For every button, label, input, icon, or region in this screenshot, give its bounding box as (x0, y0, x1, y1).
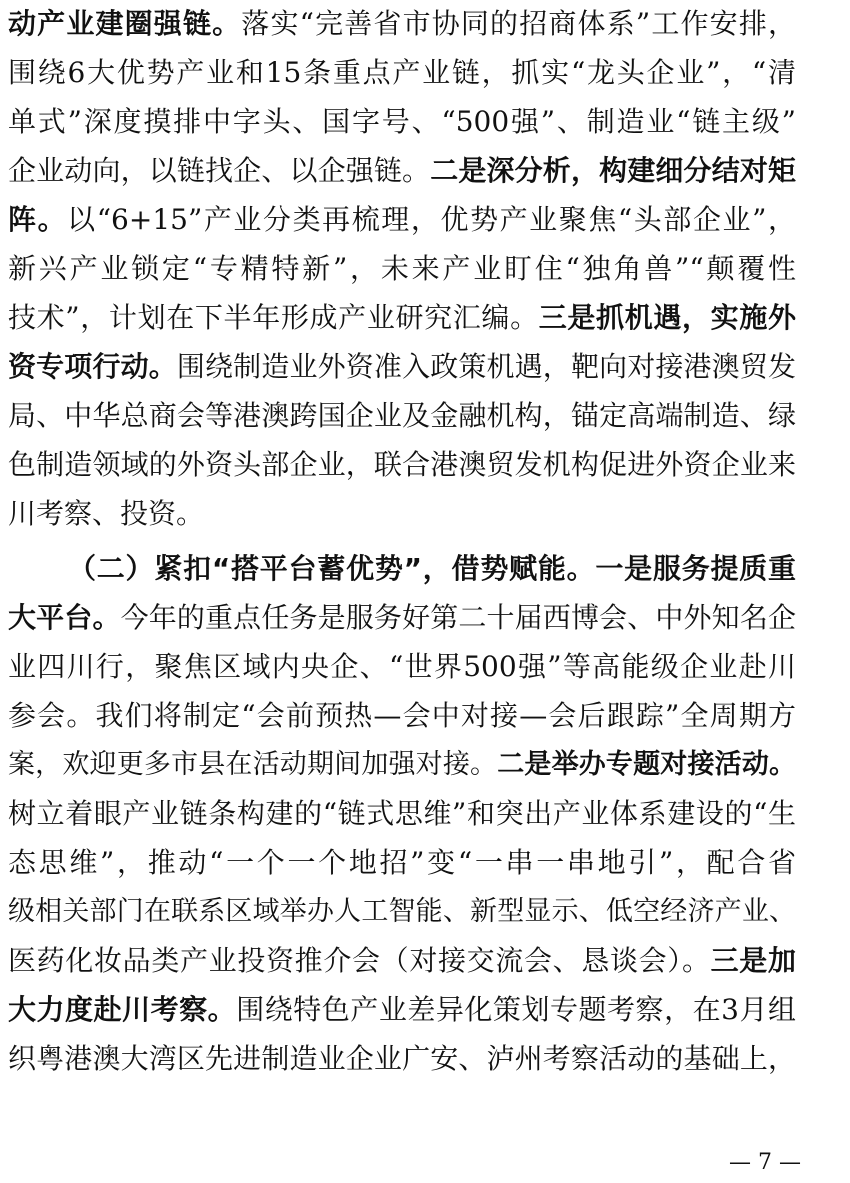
text-line-16 (8, 741, 796, 789)
text-line-14 (8, 643, 796, 691)
text-run: 医药化妆品类产业投资推介会（对接交流会、恳谈会）。 (8, 944, 711, 977)
text-run: 今年的重点任务是服务好第二十届西博会、中外知名企 (120, 601, 796, 634)
bold-phrase: 大平台。 (8, 601, 121, 634)
text-run: 色制造领域的外资头部企业，联合港澳贸发机构促进外资企业来 (8, 448, 796, 481)
text-run: 以“6+15”产业分类再梳理，优势产业聚焦“头部企业”， (67, 203, 796, 236)
text-line-6 (8, 245, 796, 293)
bold-phrase: 动产业建圈强链。 (8, 7, 242, 40)
section-heading: （二）紧扣“搭平台蓄优势”，借势赋能。一是服务提质重 (68, 552, 796, 585)
text-line-13 (8, 594, 796, 642)
bold-phrase: 资专项行动。 (8, 350, 177, 383)
text-run: 态思维”，推动“一个一个地招”变“一串一串地引”，配合省 (8, 846, 796, 879)
text-run: 落实“完善省市协同的招商体系”工作安排， (241, 7, 796, 40)
bold-phrase: 大力度赴川考察。 (8, 993, 237, 1026)
bold-phrase: 二是深分析，构建细分结对矩 (430, 154, 796, 187)
text-run: 川考察、投资。 (8, 497, 205, 530)
text-line-15 (8, 692, 796, 740)
text-run: 技术”，计划在下半年形成产业研究汇编。 (8, 301, 539, 334)
text-run: 围绕6大优势产业和15条重点产业链，抓实“龙头企业”，“清 (8, 56, 796, 89)
text-line-1 (8, 0, 796, 48)
text-run: 企业动向，以链找企、以企强链。 (8, 154, 431, 187)
text-run: 树立着眼产业链条构建的“链式思维”和突出产业体系建设的“生 (8, 797, 796, 830)
text-line-17 (8, 790, 796, 838)
text-run: 单式”深度摸排中字头、国字号、“500强”、制造业“链主级” (8, 105, 796, 138)
text-run: 局、中华总商会等港澳跨国企业及金融机构，锚定高端制造、绿 (8, 399, 796, 432)
text-run: 织粤港澳大湾区先进制造业企业广安、泸州考察活动的基础上， (8, 1042, 796, 1075)
text-run: 案，欢迎更多市县在活动期间加强对接。 (8, 749, 498, 780)
bold-phrase: 阵。 (8, 203, 68, 236)
bold-phrase: 三是加 (710, 944, 796, 977)
text-line-5 (8, 196, 796, 244)
text-line-20 (8, 937, 796, 985)
text-run: 参会。我们将制定“会前预热—会中对接—会后跟踪”全周期方 (8, 699, 796, 732)
text-line-7 (8, 294, 796, 342)
bold-phrase: 二是举办专题对接活动。 (497, 749, 796, 780)
text-run: 围绕特色产业差异化策划专题考察，在3月组 (236, 993, 796, 1026)
text-line-18 (8, 839, 796, 887)
text-line-21 (8, 986, 796, 1034)
text-line-10 (8, 441, 796, 489)
text-run: 新兴产业锁定“专精特新”，未来产业盯住“独角兽”“颠覆性 (8, 252, 796, 285)
text-line-3 (8, 98, 796, 146)
text-line-22 (8, 1035, 796, 1083)
text-line-4 (8, 147, 796, 195)
text-line-19 (8, 888, 796, 936)
text-line-11 (8, 490, 796, 538)
text-run: 级相关部门在联系区域举办人工智能、新型显示、低空经济产业、 (8, 896, 796, 927)
text-line-2 (8, 49, 796, 97)
text-line-9 (8, 392, 796, 440)
text-line-8 (8, 343, 796, 391)
page-number: — 7 — (729, 1150, 801, 1175)
section-heading-line (68, 545, 796, 593)
text-run: 围绕制造业外资准入政策机遇，靶向对接港澳贸发 (176, 350, 796, 383)
text-run: 业四川行，聚焦区域内央企、“世界500强”等高能级企业赴川 (8, 650, 796, 683)
bold-phrase: 三是抓机遇，实施外 (538, 301, 796, 334)
